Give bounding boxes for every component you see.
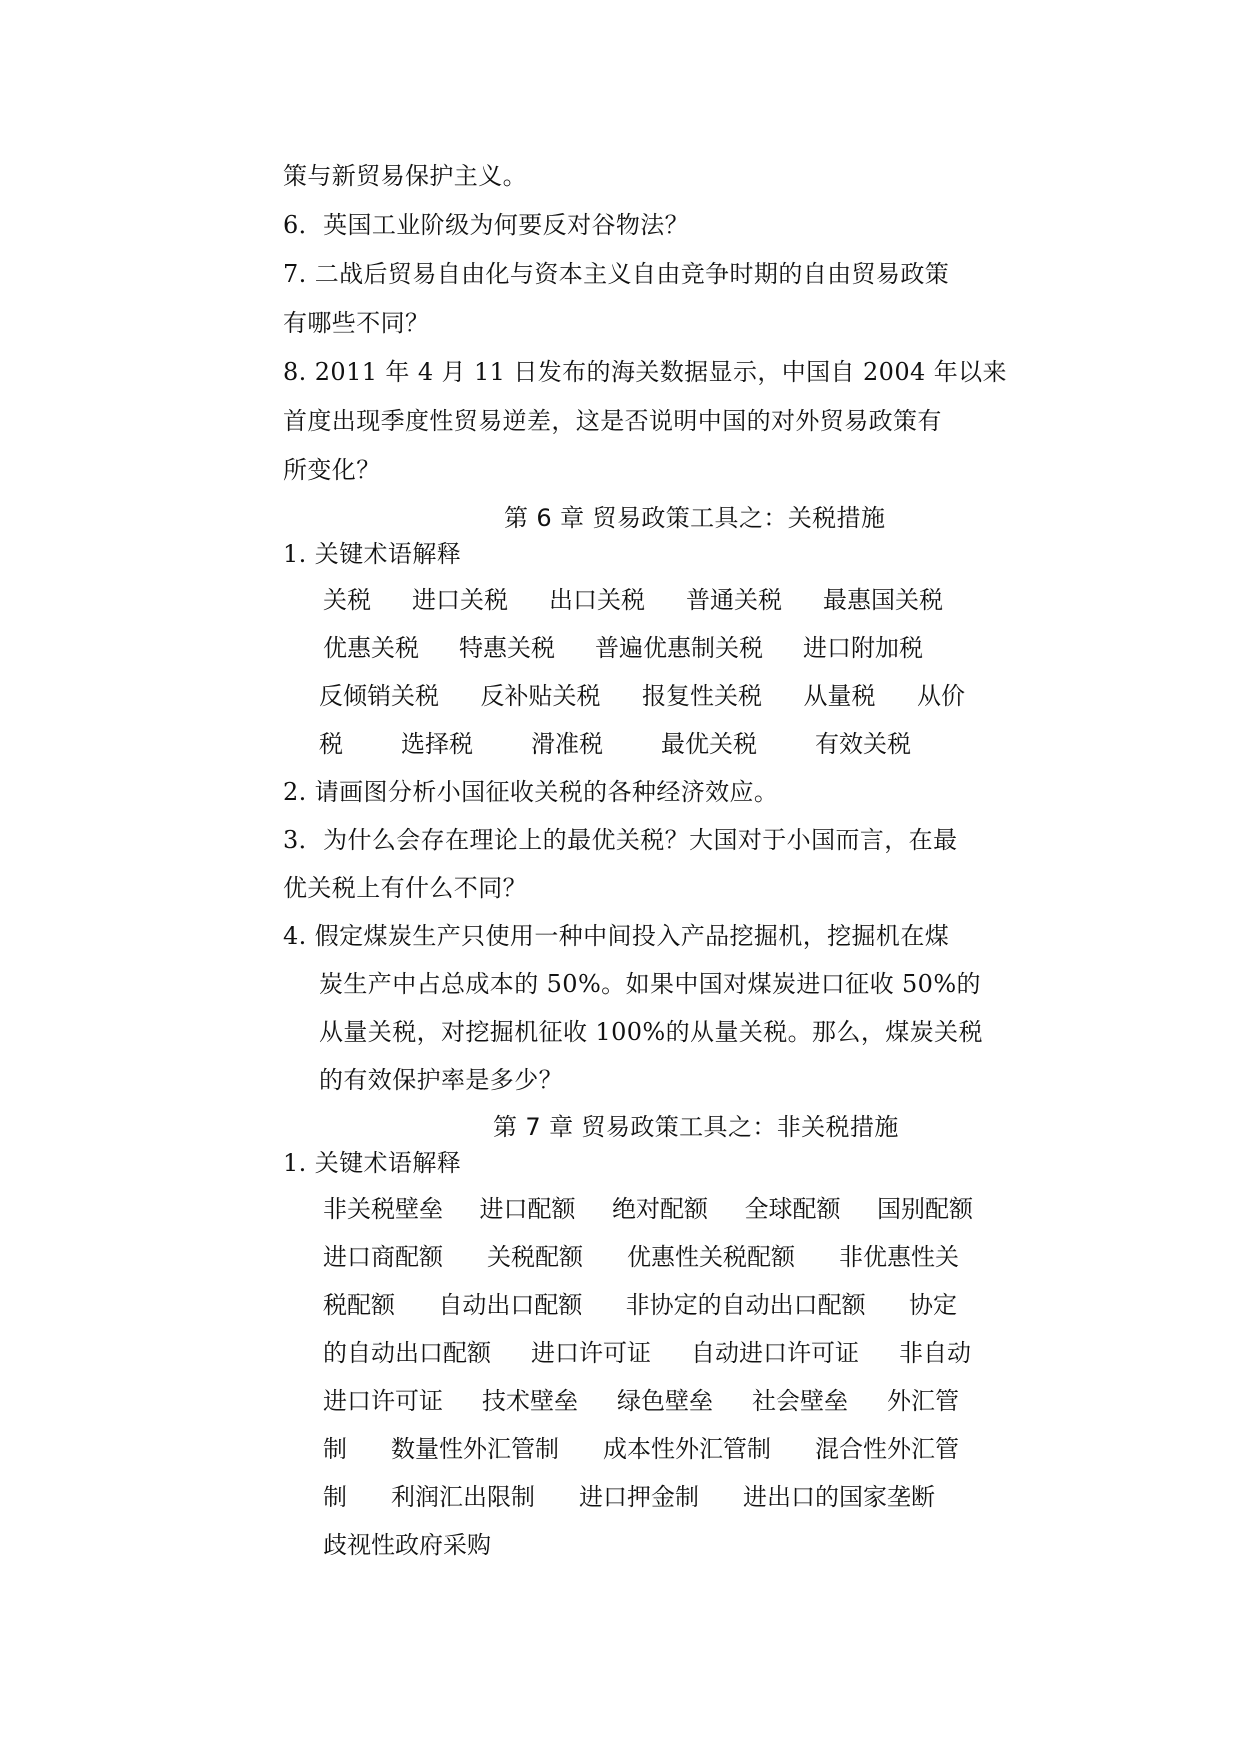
term: 国别配额 [877,1195,973,1223]
chapter-7-terms-row [323,1194,973,1224]
chapter-7-q1-label: 1. 关键术语解释 [283,1149,462,1177]
chapter-7-terms-row [323,1482,935,1512]
term: 进口押金制 [579,1483,699,1511]
term: 最惠国关税 [823,586,943,614]
question-8-line-3: 所变化？ [283,456,381,484]
question-7-line-2: 有哪些不同？ [283,309,430,337]
chapter-6-q1-label: 1. 关键术语解释 [283,540,462,568]
chapter-6-q4-line-1: 4. 假定煤炭生产只使用一种中间投入产品挖掘机，挖掘机在煤 [283,922,950,950]
term: 制 [323,1435,347,1463]
term: 特惠关税 [459,634,555,662]
term: 非优惠性关 [839,1243,959,1271]
term: 技术壁垒 [482,1387,578,1415]
chapter-6-q4-line-4: 的有效保护率是多少？ [319,1066,563,1094]
term: 优惠性关税配额 [627,1243,795,1271]
term: 税 [319,730,343,758]
term: 从量税 [803,682,876,710]
term: 自动出口配额 [438,1291,583,1319]
question-6: 6．英国工业阶级为何要反对谷物法？ [283,211,690,239]
chapter-6-terms-row [323,585,943,615]
question-8-line-2: 首度出现季度性贸易逆差，这是否说明中国的对外贸易政策有 [283,407,942,435]
term: 非关税壁垒 [323,1195,443,1223]
chapter-6-q3-line-2: 优关税上有什么不同？ [283,874,527,902]
term: 的自动出口配额 [323,1339,491,1367]
term: 普通关税 [686,586,782,614]
term: 有效关税 [815,730,911,758]
term: 报复性关税 [642,682,762,710]
chapter-7-terms-row [323,1290,957,1320]
chapter-6-terms-row [319,681,965,711]
term: 利润汇出限制 [391,1483,535,1511]
term: 非自动 [899,1339,971,1367]
term: 绝对配额 [612,1195,708,1223]
term: 非协定的自动出口配额 [625,1291,866,1319]
term: 歧视性政府采购 [323,1531,491,1559]
term: 外汇管 [887,1387,959,1415]
term: 数量性外汇管制 [391,1435,559,1463]
chapter-7-terms-row [323,1242,959,1272]
term: 反补贴关税 [480,682,601,710]
chapter-6-terms-row [323,633,923,663]
chapter-6-q3-line-1: 3．为什么会存在理论上的最优关税？大国对于小国而言，在最 [283,826,958,854]
question-7-line-1: 7. 二战后贸易自由化与资本主义自由竞争时期的自由贸易政策 [283,260,950,288]
term: 关税配额 [487,1243,583,1271]
chapter-7-heading: 第 7 章 贸易政策工具之：非关税措施 [493,1113,899,1141]
term: 优惠关税 [323,634,419,662]
chapter-6-q4-line-2: 炭生产中占总成本的 50%。如果中国对煤炭进口征收 50%的 [319,970,981,998]
term: 全球配额 [744,1195,841,1223]
term: 成本性外汇管制 [603,1435,771,1463]
term: 进口许可证 [323,1387,443,1415]
chapter-7-terms-row [323,1338,971,1368]
term: 进口配额 [479,1195,576,1223]
term: 滑准税 [531,730,603,758]
term: 社会壁垒 [752,1387,848,1415]
term: 从价 [917,682,965,710]
chapter-7-terms-row [323,1434,959,1464]
term: 绿色壁垒 [617,1387,713,1415]
term: 最优关税 [661,730,757,758]
term: 进口附加税 [803,634,923,662]
term: 协定 [908,1291,957,1319]
term: 税配额 [323,1291,395,1319]
term: 进出口的国家垄断 [743,1483,935,1511]
term: 进口商配额 [323,1243,443,1271]
term: 进口许可证 [531,1339,651,1367]
term: 关税 [323,586,371,614]
term: 普遍优惠制关税 [595,634,763,662]
term: 混合性外汇管 [815,1435,959,1463]
term: 进口关税 [412,586,508,614]
question-8-line-1: 8. 2011 年 4 月 11 日发布的海关数据显示，中国自 2004 年以来 [283,358,1007,386]
chapter-6-q4-line-3: 从量关税，对挖掘机征收 100%的从量关税。那么，煤炭关税 [319,1018,983,1046]
chapter-6-q2: 2. 请画图分析小国征收关税的各种经济效应。 [283,778,779,806]
question-5-tail: 策与新贸易保护主义。 [283,162,527,190]
term: 制 [323,1483,347,1511]
term: 出口关税 [549,586,645,614]
chapter-7-terms-row [323,1386,959,1416]
term: 选择税 [401,730,473,758]
chapter-6-terms-row [319,729,969,759]
term: 反倾销关税 [319,682,439,710]
chapter-6-heading: 第 6 章 贸易政策工具之：关税措施 [504,504,886,532]
chapter-7-terms-row [323,1530,973,1560]
term: 自动进口许可证 [691,1339,859,1367]
